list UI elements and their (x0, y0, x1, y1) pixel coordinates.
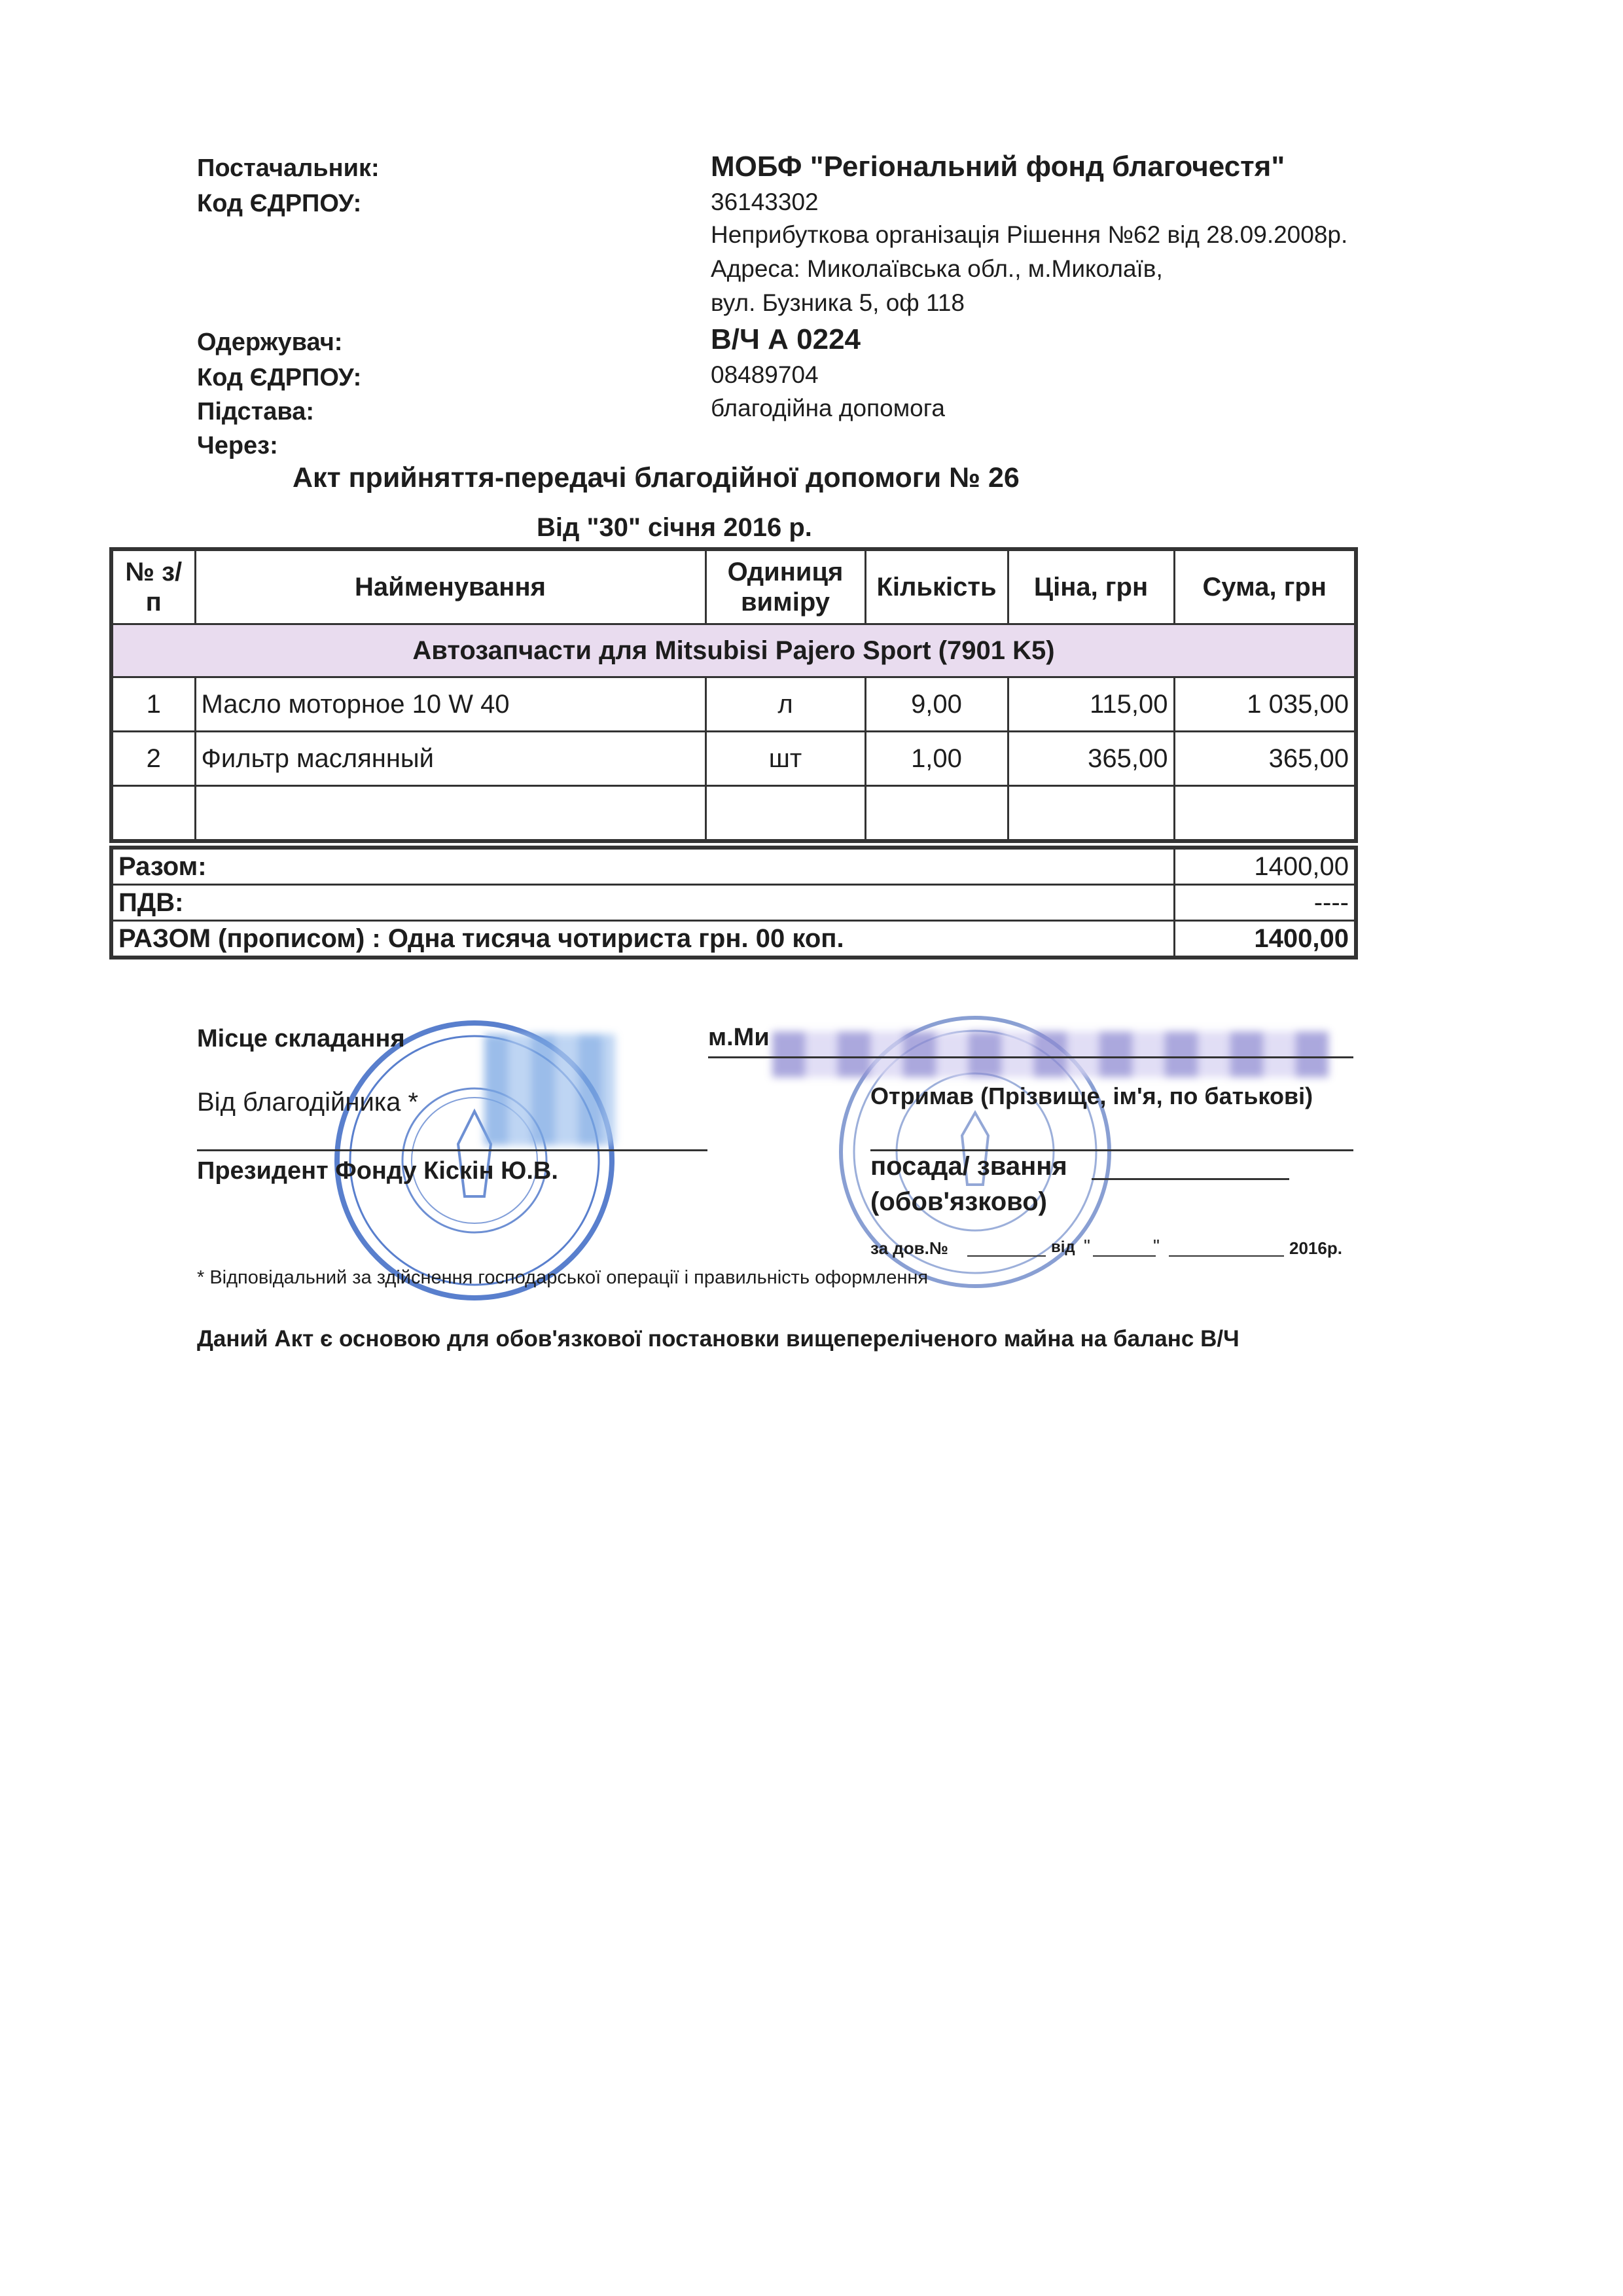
received-sign-line (870, 1149, 1353, 1151)
redacted-signature (484, 1034, 615, 1145)
donor-sign-line (197, 1149, 707, 1151)
position-line (1092, 1178, 1289, 1180)
vat-label: ПДВ: (111, 885, 1174, 921)
recipient-name: В/Ч А 0224 (711, 323, 861, 355)
supplier-code: 36143302 (711, 188, 819, 215)
poa-day-line (1093, 1255, 1156, 1257)
table-row-empty (111, 786, 1356, 842)
place-line (708, 1056, 1353, 1058)
row-sum: 365,00 (1174, 732, 1356, 786)
table-row (111, 677, 1356, 732)
total-words: РАЗОМ (прописом) : Одна тисяча чотириста грн. 00 коп. (111, 921, 1174, 958)
supplier-address-2: вул. Бузника 5, оф 118 (711, 289, 965, 316)
from-donor-label: Від благодійника * (197, 1088, 419, 1117)
recipient-via-label: Через: (197, 432, 278, 459)
header-qty: Кількість (865, 549, 1008, 624)
subtotal-value: 1400,00 (1174, 848, 1356, 885)
recipient-code-label: Код ЄДРПОУ: (197, 364, 362, 391)
footnote: * Відповідальний за здійснення господарської операції і правильність оформлення (197, 1267, 929, 1288)
poa-year: 2016р. (1289, 1238, 1342, 1258)
document-title: Акт прийняття-передачі благодійної допомоги № 26 (293, 462, 1020, 493)
row-name: Фильтр маслянный (195, 732, 705, 786)
row-sum: 1 035,00 (1174, 677, 1356, 732)
items-table (109, 547, 1358, 843)
row-num: 2 (111, 732, 195, 786)
final-note: Даний Акт є основою для обов'язкової постановки вищепереліченого майна на баланс В/Ч (197, 1326, 1240, 1352)
total-value: 1400,00 (1174, 921, 1356, 958)
group-row (111, 624, 1356, 677)
row-qty: 1,00 (865, 732, 1008, 786)
recipient-basis-label: Підстава: (197, 398, 315, 425)
totals-table (109, 846, 1358, 960)
header-name: Найменування (195, 549, 705, 624)
poa-label: за дов.№ (870, 1238, 948, 1258)
recipient-code: 08489704 (711, 361, 819, 388)
supplier-note: Неприбуткова організація Рішення №62 від 28.09.2008р. (711, 221, 1348, 248)
row-unit: шт (705, 732, 865, 786)
header-num: № з/п (111, 549, 195, 624)
supplier-code-label: Код ЄДРПОУ: (197, 190, 362, 217)
subtotal-label: Разом: (111, 848, 1174, 885)
header-sum: Сума, грн (1174, 549, 1356, 624)
place-label: Місце складання (197, 1025, 405, 1052)
poa-number-line (967, 1255, 1046, 1257)
row-unit: л (705, 677, 865, 732)
recipient-label: Одержувач: (197, 329, 343, 356)
supplier-name: МОБФ "Регіональний фонд благочестя" (711, 151, 1285, 183)
document-date: Від "30" січня 2016 р. (537, 513, 812, 542)
poa-from-label: від (1051, 1238, 1075, 1256)
row-num: 1 (111, 677, 195, 732)
row-name: Масло моторное 10 W 40 (195, 677, 705, 732)
recipient-basis: благодійна допомога (711, 395, 945, 422)
row-price: 365,00 (1008, 732, 1174, 786)
redacted-place (772, 1031, 1329, 1077)
row-qty: 9,00 (865, 677, 1008, 732)
poa-month-line (1169, 1255, 1284, 1257)
supplier-address-1: Адреса: Миколаївська обл., м.Миколаїв, (711, 255, 1163, 282)
position-label: посада/ звання (870, 1152, 1067, 1181)
mandatory-label: (обов'язково) (870, 1187, 1047, 1216)
vat-value: ---- (1174, 885, 1356, 921)
group-label: Автозапчасти для Mitsubisi Pajero Sport (7901 K5) (111, 624, 1356, 677)
header-unit: Одиниця виміру (705, 549, 865, 624)
poa-quote-close: " (1153, 1236, 1160, 1256)
supplier-label: Постачальник: (197, 154, 380, 182)
president-label: Президент Фонду Кіскін Ю.В. (197, 1157, 558, 1185)
poa-quote-open: " (1084, 1236, 1090, 1256)
received-label: Отримав (Прізвище, ім'я, по батькові) (870, 1083, 1313, 1109)
place-value: м.Ми (708, 1024, 770, 1051)
row-price: 115,00 (1008, 677, 1174, 732)
header-price: Ціна, грн (1008, 549, 1174, 624)
table-row (111, 732, 1356, 786)
